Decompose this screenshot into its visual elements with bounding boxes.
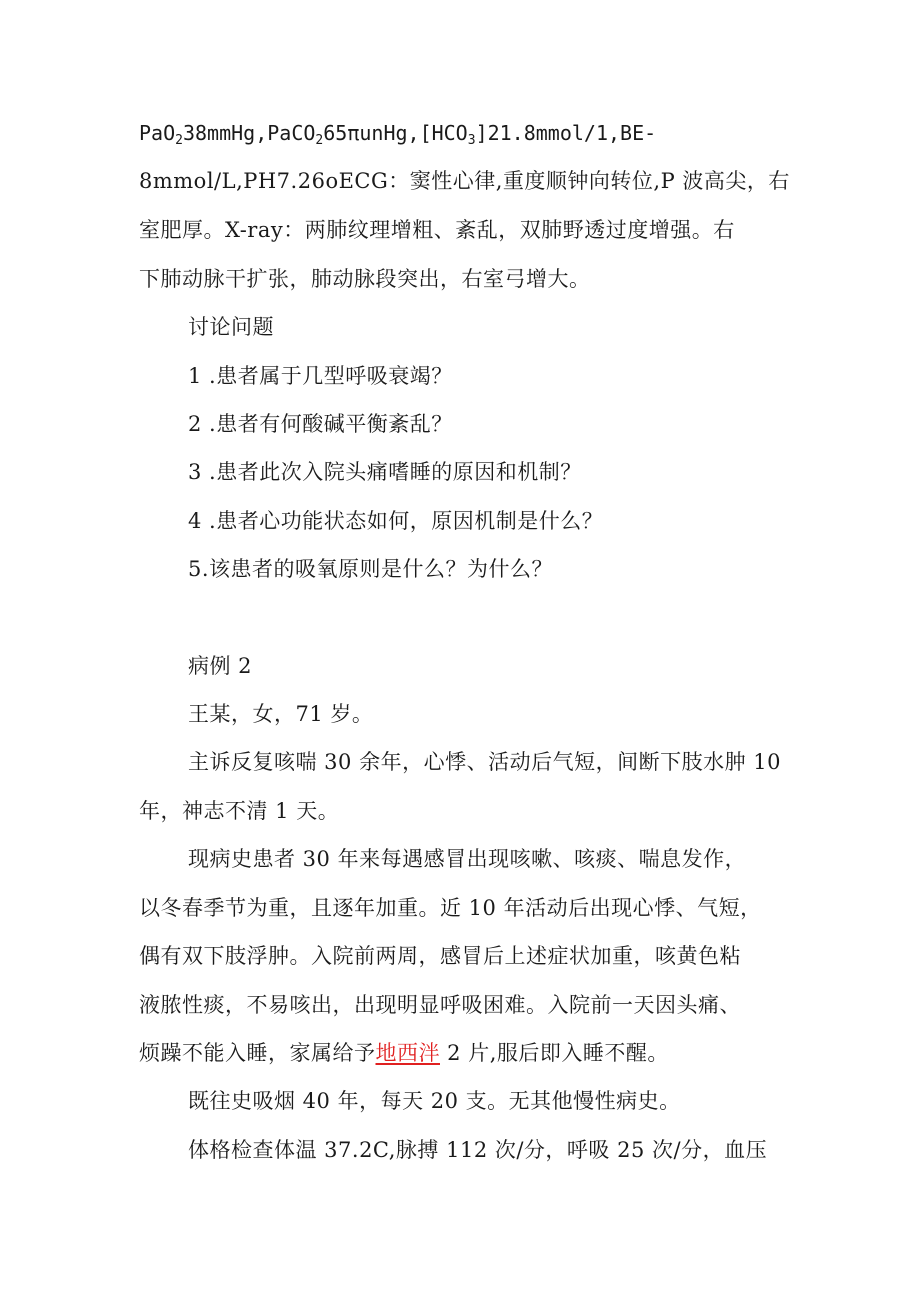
xray-line-1: 室肥厚。X-ray：两肺纹理增粗、紊乱，双肺野透过度增强。右 bbox=[139, 218, 735, 242]
diazepam-link[interactable]: 地西泮 bbox=[375, 1041, 440, 1065]
paco2-value: 65πunHg,[HCO bbox=[323, 121, 468, 145]
history-text-before-link: 烦躁不能入睡，家属给予 bbox=[139, 1041, 376, 1065]
chief-complaint-line-2: 年，神志不清 1 天。 bbox=[139, 799, 340, 823]
question-3: 3 .患者此次入院头痛嗜睡的原因和机制？ bbox=[188, 460, 582, 484]
chief-complaint-line-1: 主诉反复咳喘 30 余年，心悸、活动后气短，间断下肢水肿 10 bbox=[188, 750, 781, 774]
xray-line-2: 下肺动脉干扩张，肺动脉段突出，右室弓增大。 bbox=[139, 267, 591, 291]
discussion-heading: 讨论问题 bbox=[188, 315, 274, 339]
pao2-subscript: 2 bbox=[175, 133, 183, 148]
patient-info: 王某，女，71 岁。 bbox=[188, 702, 374, 726]
hco3-value: ]21.8mmol/1,BE- bbox=[475, 121, 657, 145]
blood-gas-line-1 bbox=[139, 118, 799, 148]
present-history-line-3: 偶有双下肢浮肿。入院前两周，感冒后上述症状加重，咳黄色粘 bbox=[139, 944, 741, 968]
present-history-line-4: 液脓性痰，不易咳出，出现明显呼吸困难。入院前一天因头痛、 bbox=[139, 993, 741, 1017]
past-history: 既往史吸烟 40 年，每天 20 支。无其他慢性病史。 bbox=[188, 1089, 681, 1113]
blood-gas-line-2: 8mmol/L,PH7.26oECG：窦性心律,重度顺钟向转位,P 波高尖，右 bbox=[139, 169, 790, 193]
history-text-after-link: 2 片,服后即入睡不醒。 bbox=[440, 1041, 669, 1065]
hco3-subscript: 3 bbox=[467, 133, 476, 148]
present-history-line-1: 现病史患者 30 年来每遇感冒出现咳嗽、咳痰、喘息发作， bbox=[188, 847, 747, 871]
question-2: 2 .患者有何酸碱平衡紊乱？ bbox=[188, 412, 453, 436]
pao2-label: PaO bbox=[139, 121, 176, 145]
present-history-line-5 bbox=[139, 1038, 799, 1068]
question-1: 1 .患者属于几型呼吸衰竭？ bbox=[188, 364, 453, 388]
question-5: 5.该患者的吸氧原则是什么？为什么？ bbox=[188, 557, 554, 581]
question-4: 4 .患者心功能状态如何，原因机制是什么？ bbox=[188, 509, 604, 533]
case-2-heading: 病例 2 bbox=[188, 654, 253, 678]
present-history-line-2: 以冬春季节为重，且逐年加重。近 10 年活动后出现心悸、气短， bbox=[139, 896, 762, 920]
pao2-value: 38mmHg,PaCO bbox=[182, 121, 316, 145]
physical-exam: 体格检查体温 37.2C,脉搏 112 次/分，呼吸 25 次/分，血压 bbox=[188, 1138, 768, 1162]
paco2-subscript: 2 bbox=[315, 133, 324, 148]
